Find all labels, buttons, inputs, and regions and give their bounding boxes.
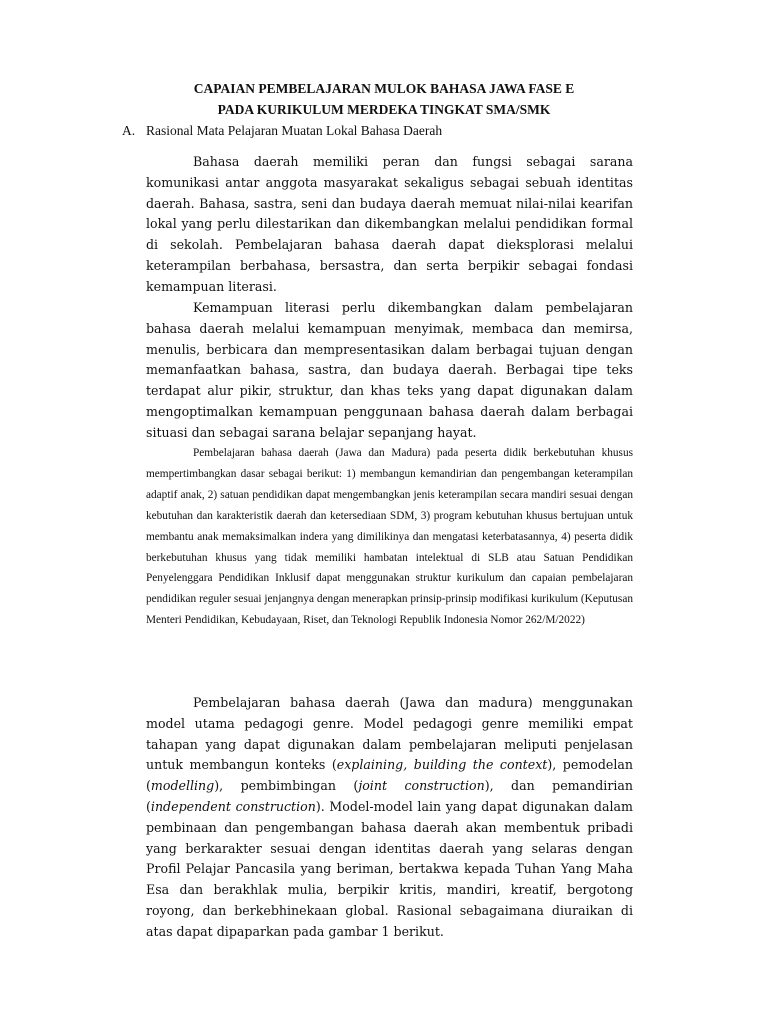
section-title: Rasional Mata Pelajaran Muatan Lokal Bahasa Daerah [146,123,443,138]
paragraph-4-text: ). Model-model lain yang dapat digunakan dalam pembinaan dan pengembangan bahasa daerah akan membentuk pribadi yang berkarakter sesuai dengan identitas daerah yang selaras dengan Profil Pelajar Pancasila yang beriman, bertakwa kepada Tuhan Yang Maha Esa dan berakhlak mulia, berpikir kritis, mandiri, kreatif, bergotong royong, dan berkebhinekaan global. Rasional sebagaimana diuraikan di atas dapat dipaparkan pada gambar 1 berikut. [146,798,633,939]
section-label: A. [122,123,136,138]
paragraph-3: Pembelajaran bahasa daerah (Jawa dan Madura) pada peserta didik berkebutuhan khusus mempertimbangkan dasar sebagai berikut: 1) membangun kemandirian dan pengembangan keterampilan adaptif anak, 2) satuan pendidikan dapat mengembangkan jenis keterampilan secara mandiri sesuai dengan kebutuhan dan karakteristik daerah dan ketersediaan SDM, 3) program kebutuhan khusus bertujuan untuk membantu anak memaksimalkan indera yang dimilikinya dan mengatasi keterbatasannya, 4) peserta didik berkebutuhan khusus yang tidak memiliki hambatan intelektual di SLB atau Satuan Pendidikan Penyelenggara Pendidikan Inklusif dapat menggunakan struktur kurikulum dan capaian pembelajaran pendidikan reguler sesuai jenjangnya dengan menerapkan prinsip-prinsip modifikasi kurikulum (Keputusan Menteri Pendidikan, Kebudayaan, Riset, dan Teknologi Republik Indonesia Nomor 262/M/2022) [146,447,633,627]
paragraph-1: Bahasa daerah memiliki peran dan fungsi sebagai sarana komunikasi antar anggota masyarakat sekaligus sebagai sebuah identitas daerah. Bahasa, sastra, seni dan budaya daerah memuat nilai-nilai kearifan lokal yang perlu dilestarikan dan dikembangkan melalui pendidikan formal di sekolah. Pembelajaran bahasa daerah dapat dieksplorasi melalui keterampilan berbahasa, bersastra, dan serta berpikir sebagai fondasi kemampuan literasi. [146,154,633,294]
document-title-line-1: CAPAIAN PEMBELAJARAN MULOK BAHASA JAWA FASE E [193,81,575,96]
paragraph-4-text: ), pemodelan ( [146,757,633,794]
paragraph-2: Kemampuan literasi perlu dikembangkan dalam pembelajaran bahasa daerah melalui kemampuan menyimak, membaca dan memirsa, menulis, berbicara dan mempresentasikan dalam berbagai tujuan dengan memanfaatkan bahasa, sastra, dan budaya daerah. Berbagai tipe teks terdapat alur pikir, struktur, dan khas teks yang dapat digunakan dalam mengoptimalkan kemampuan penggunaan bahasa daerah dalam berbagai situasi dan sebagai sarana belajar sepanjang hayat. [146,300,633,440]
section-heading [122,122,442,140]
paragraph-4 [146,693,633,943]
paragraph-4-text: ), pembimbingan ( [214,778,359,794]
paragraph-4-text: Pembelajaran bahasa daerah (Jawa dan madura) menggunakan model utama pedagogi genre. Model pedagogi genre memiliki empat tahapan yang dapat digunakan dalam pembelajaran meliputi penjelasan untuk membangun konteks ( [146,695,633,773]
term-independent-construction: independent construction [150,798,316,814]
document-title-line-2: PADA KURIKULUM MERDEKA TINGKAT SMA/SMK [217,102,551,117]
term-modelling: modelling [150,778,215,794]
term-explaining: explaining, building the context [336,757,548,773]
term-joint-construction: joint construction [358,778,485,794]
paragraph-4-text: ), dan pemandirian ( [146,778,633,814]
